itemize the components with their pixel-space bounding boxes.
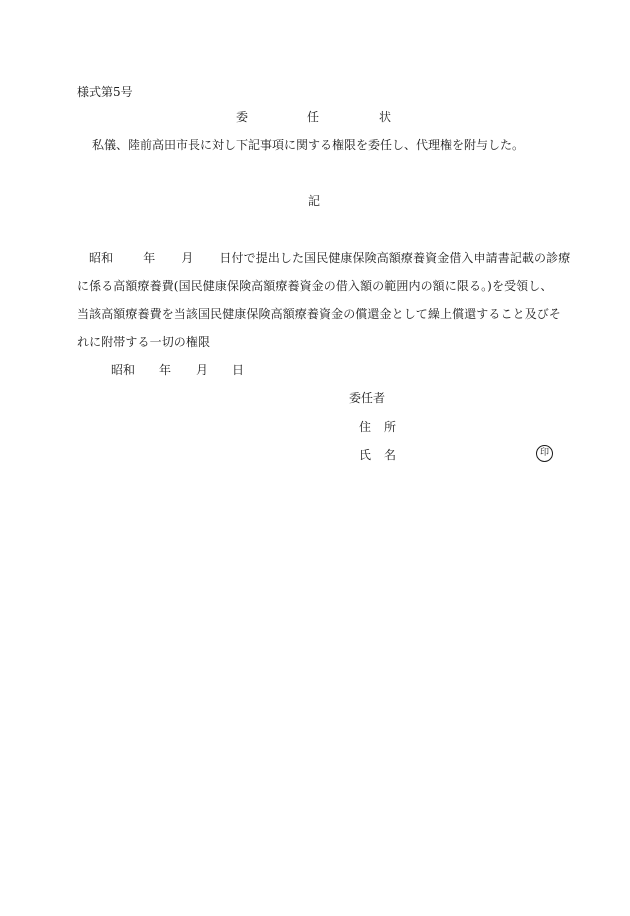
name-label-1: 氏 xyxy=(359,448,372,462)
title-char-1: 委 xyxy=(236,110,249,124)
body-line-3: 当該高額療養費を当該国民健康保険高額療養資金の償還金として繰上償還すること及びそ xyxy=(77,307,562,321)
body-year: 年 xyxy=(143,251,156,265)
body-era: 昭和 xyxy=(89,251,114,265)
title-char-3: 状 xyxy=(379,110,392,124)
date-era: 昭和 xyxy=(111,363,136,377)
intro-statement: 私儀、陸前高田市長に対し下記事項に関する権限を委任し、代理権を附与した。 xyxy=(92,138,525,152)
ki-heading: 記 xyxy=(308,194,321,208)
body-line-1 xyxy=(77,251,570,265)
delegator-label: 委任者 xyxy=(349,391,386,405)
date-day: 日 xyxy=(232,363,245,377)
body-line-2: に係る高額療養費(国民健康保険高額療養資金の借入額の範囲内の額に限る。)を受領し、 xyxy=(77,279,553,293)
date-month: 月 xyxy=(196,363,209,377)
seal-mark: 印 xyxy=(536,445,553,462)
address-label-2: 所 xyxy=(384,420,397,434)
date-year: 年 xyxy=(159,363,172,377)
form-number: 様式第5号 xyxy=(77,85,133,99)
body-line-4: れに附帯する一切の権限 xyxy=(77,335,211,349)
title-char-2: 任 xyxy=(307,110,320,124)
body-month: 月 xyxy=(181,251,194,265)
name-label-2: 名 xyxy=(384,448,397,462)
body-line-1-text: 日付で提出した国民健康保険高額療養資金借入申請書記載の診療 xyxy=(219,251,571,265)
address-label-1: 住 xyxy=(359,420,372,434)
